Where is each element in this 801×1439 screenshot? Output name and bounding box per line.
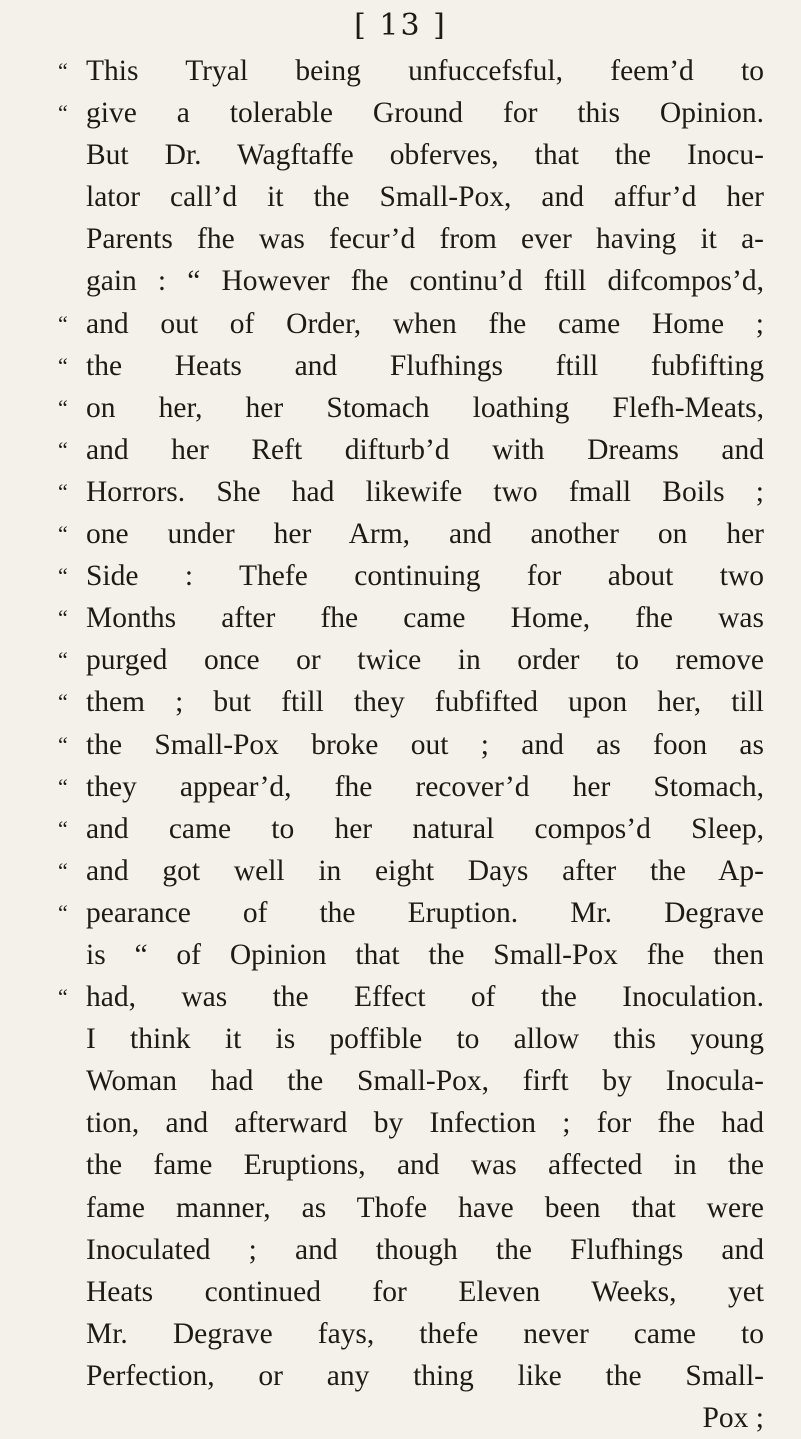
text-line (58, 1060, 764, 1102)
text-line (58, 555, 764, 597)
quote-mark (58, 134, 86, 176)
line-text: Perfection, or any thing like the Small- (86, 1359, 764, 1392)
quote-mark: “ (58, 563, 67, 589)
quote-mark (58, 934, 86, 976)
line-text: and out of Order, when fhe came Home ; (86, 307, 764, 340)
line-text: pearance of the Eruption. Mr. Degrave (86, 896, 764, 929)
text-line (58, 934, 764, 976)
text-line (58, 766, 764, 808)
text-line (58, 892, 764, 934)
quote-mark: “ (58, 689, 67, 715)
quote-mark (58, 1313, 86, 1355)
line-text: Pox ; (702, 1402, 764, 1434)
text-line (58, 1397, 764, 1439)
text-line (58, 218, 764, 260)
line-text: and her Reft difturb’d with Dreams and (86, 433, 764, 466)
text-line (58, 92, 764, 134)
quote-mark: “ (58, 731, 67, 757)
line-text: Months after fhe came Home, fhe was (86, 602, 764, 635)
line-text: on her, her Stomach loathing Flefh-Meats, (86, 391, 764, 424)
text-line (58, 850, 764, 892)
quote-mark (58, 1187, 86, 1229)
line-text: one under her Arm, and another on her (86, 518, 764, 551)
text-line (58, 1271, 764, 1313)
line-text: I think it is poffible to allow this young (86, 1023, 764, 1056)
text-line (58, 176, 764, 218)
quote-mark: “ (58, 773, 67, 799)
line-text: Side : Thefe continuing for about two (86, 560, 764, 593)
quote-mark (58, 1271, 86, 1313)
text-line (58, 1355, 764, 1397)
quote-mark: “ (58, 605, 67, 631)
text-line (58, 1018, 764, 1060)
line-text: Parents fhe was fecur’d from ever having it a- (86, 223, 764, 256)
text-line (58, 387, 764, 429)
line-text: tion, and afterward by Infection ; for fhe had (86, 1107, 764, 1140)
line-text: the Heats and Flufhings ftill fubfifting (86, 349, 764, 382)
line-text: and got well in eight Days after the Ap- (86, 854, 764, 887)
quote-mark: “ (58, 100, 67, 126)
quote-mark (58, 260, 86, 302)
line-text: lator call’d it the Small-Pox, and affur’d her (86, 181, 764, 214)
text-line (58, 639, 764, 681)
page-number: [ 13 ] (354, 8, 447, 43)
text-line (58, 260, 764, 302)
line-text: give a tolerable Ground for this Opinion. (86, 97, 764, 130)
text-line (58, 134, 764, 176)
quote-mark: “ (58, 857, 67, 883)
text-line (58, 1102, 764, 1144)
line-text: they appear’d, fhe recover’d her Stomach, (86, 770, 764, 803)
line-text: them ; but ftill they fubfifted upon her, till (86, 686, 764, 719)
line-text: had, was the Effect of the Inoculation. (86, 981, 764, 1014)
body-text (58, 50, 764, 1439)
quote-mark: “ (58, 647, 67, 673)
quote-mark: “ (58, 815, 67, 841)
quote-mark: “ (58, 521, 67, 547)
quote-mark: “ (58, 478, 67, 504)
text-line (58, 976, 764, 1018)
text-line (58, 1187, 764, 1229)
text-line (58, 303, 764, 345)
text-line (58, 429, 764, 471)
line-text: fame manner, as Thofe have been that were (86, 1191, 764, 1224)
text-line (58, 681, 764, 723)
quote-mark (58, 1144, 86, 1186)
text-line (58, 1144, 764, 1186)
text-line (58, 471, 764, 513)
text-line (58, 724, 764, 766)
line-text: is “ of Opinion that the Small-Pox fhe then (86, 938, 764, 971)
text-line (58, 808, 764, 850)
line-text: Inoculated ; and though the Flufhings and (86, 1233, 764, 1266)
text-line (58, 597, 764, 639)
quote-mark: “ (58, 58, 67, 83)
line-text: the fame Eruptions, and was affected in the (86, 1149, 764, 1182)
quote-mark (58, 1102, 86, 1144)
quote-mark: “ (58, 436, 67, 462)
line-text: the Small-Pox broke out ; and as foon as (86, 728, 764, 761)
quote-mark (58, 1229, 86, 1271)
quote-mark: “ (58, 984, 67, 1010)
line-text: purged once or twice in order to remove (86, 644, 764, 677)
line-text: gain : “ However fhe continu’d ftill difcompos’d, (86, 265, 764, 298)
text-line (58, 50, 764, 92)
text-line (58, 345, 764, 387)
quote-mark (58, 218, 86, 260)
quote-mark: “ (58, 310, 67, 336)
line-text: But Dr. Wagftaffe obferves, that the Inocu- (86, 139, 764, 172)
line-text: This Tryal being unfuccefsful, feem’d to (86, 55, 764, 87)
text-line (58, 1229, 764, 1271)
line-text: Woman had the Small-Pox, firft by Inocula- (86, 1065, 764, 1098)
quote-mark: “ (58, 352, 67, 378)
quote-mark (58, 1355, 86, 1397)
text-line (58, 1313, 764, 1355)
quote-mark: “ (58, 394, 67, 420)
line-text: Heats continued for Eleven Weeks, yet (86, 1275, 764, 1308)
quote-mark (58, 176, 86, 218)
quote-mark: “ (58, 899, 67, 925)
line-text: Horrors. She had likewife two fmall Boils ; (86, 475, 764, 508)
line-text: Mr. Degrave fays, thefe never came to (86, 1317, 764, 1350)
line-text: and came to her natural compos’d Sleep, (86, 812, 764, 845)
text-line (58, 513, 764, 555)
quote-mark (58, 1060, 86, 1102)
